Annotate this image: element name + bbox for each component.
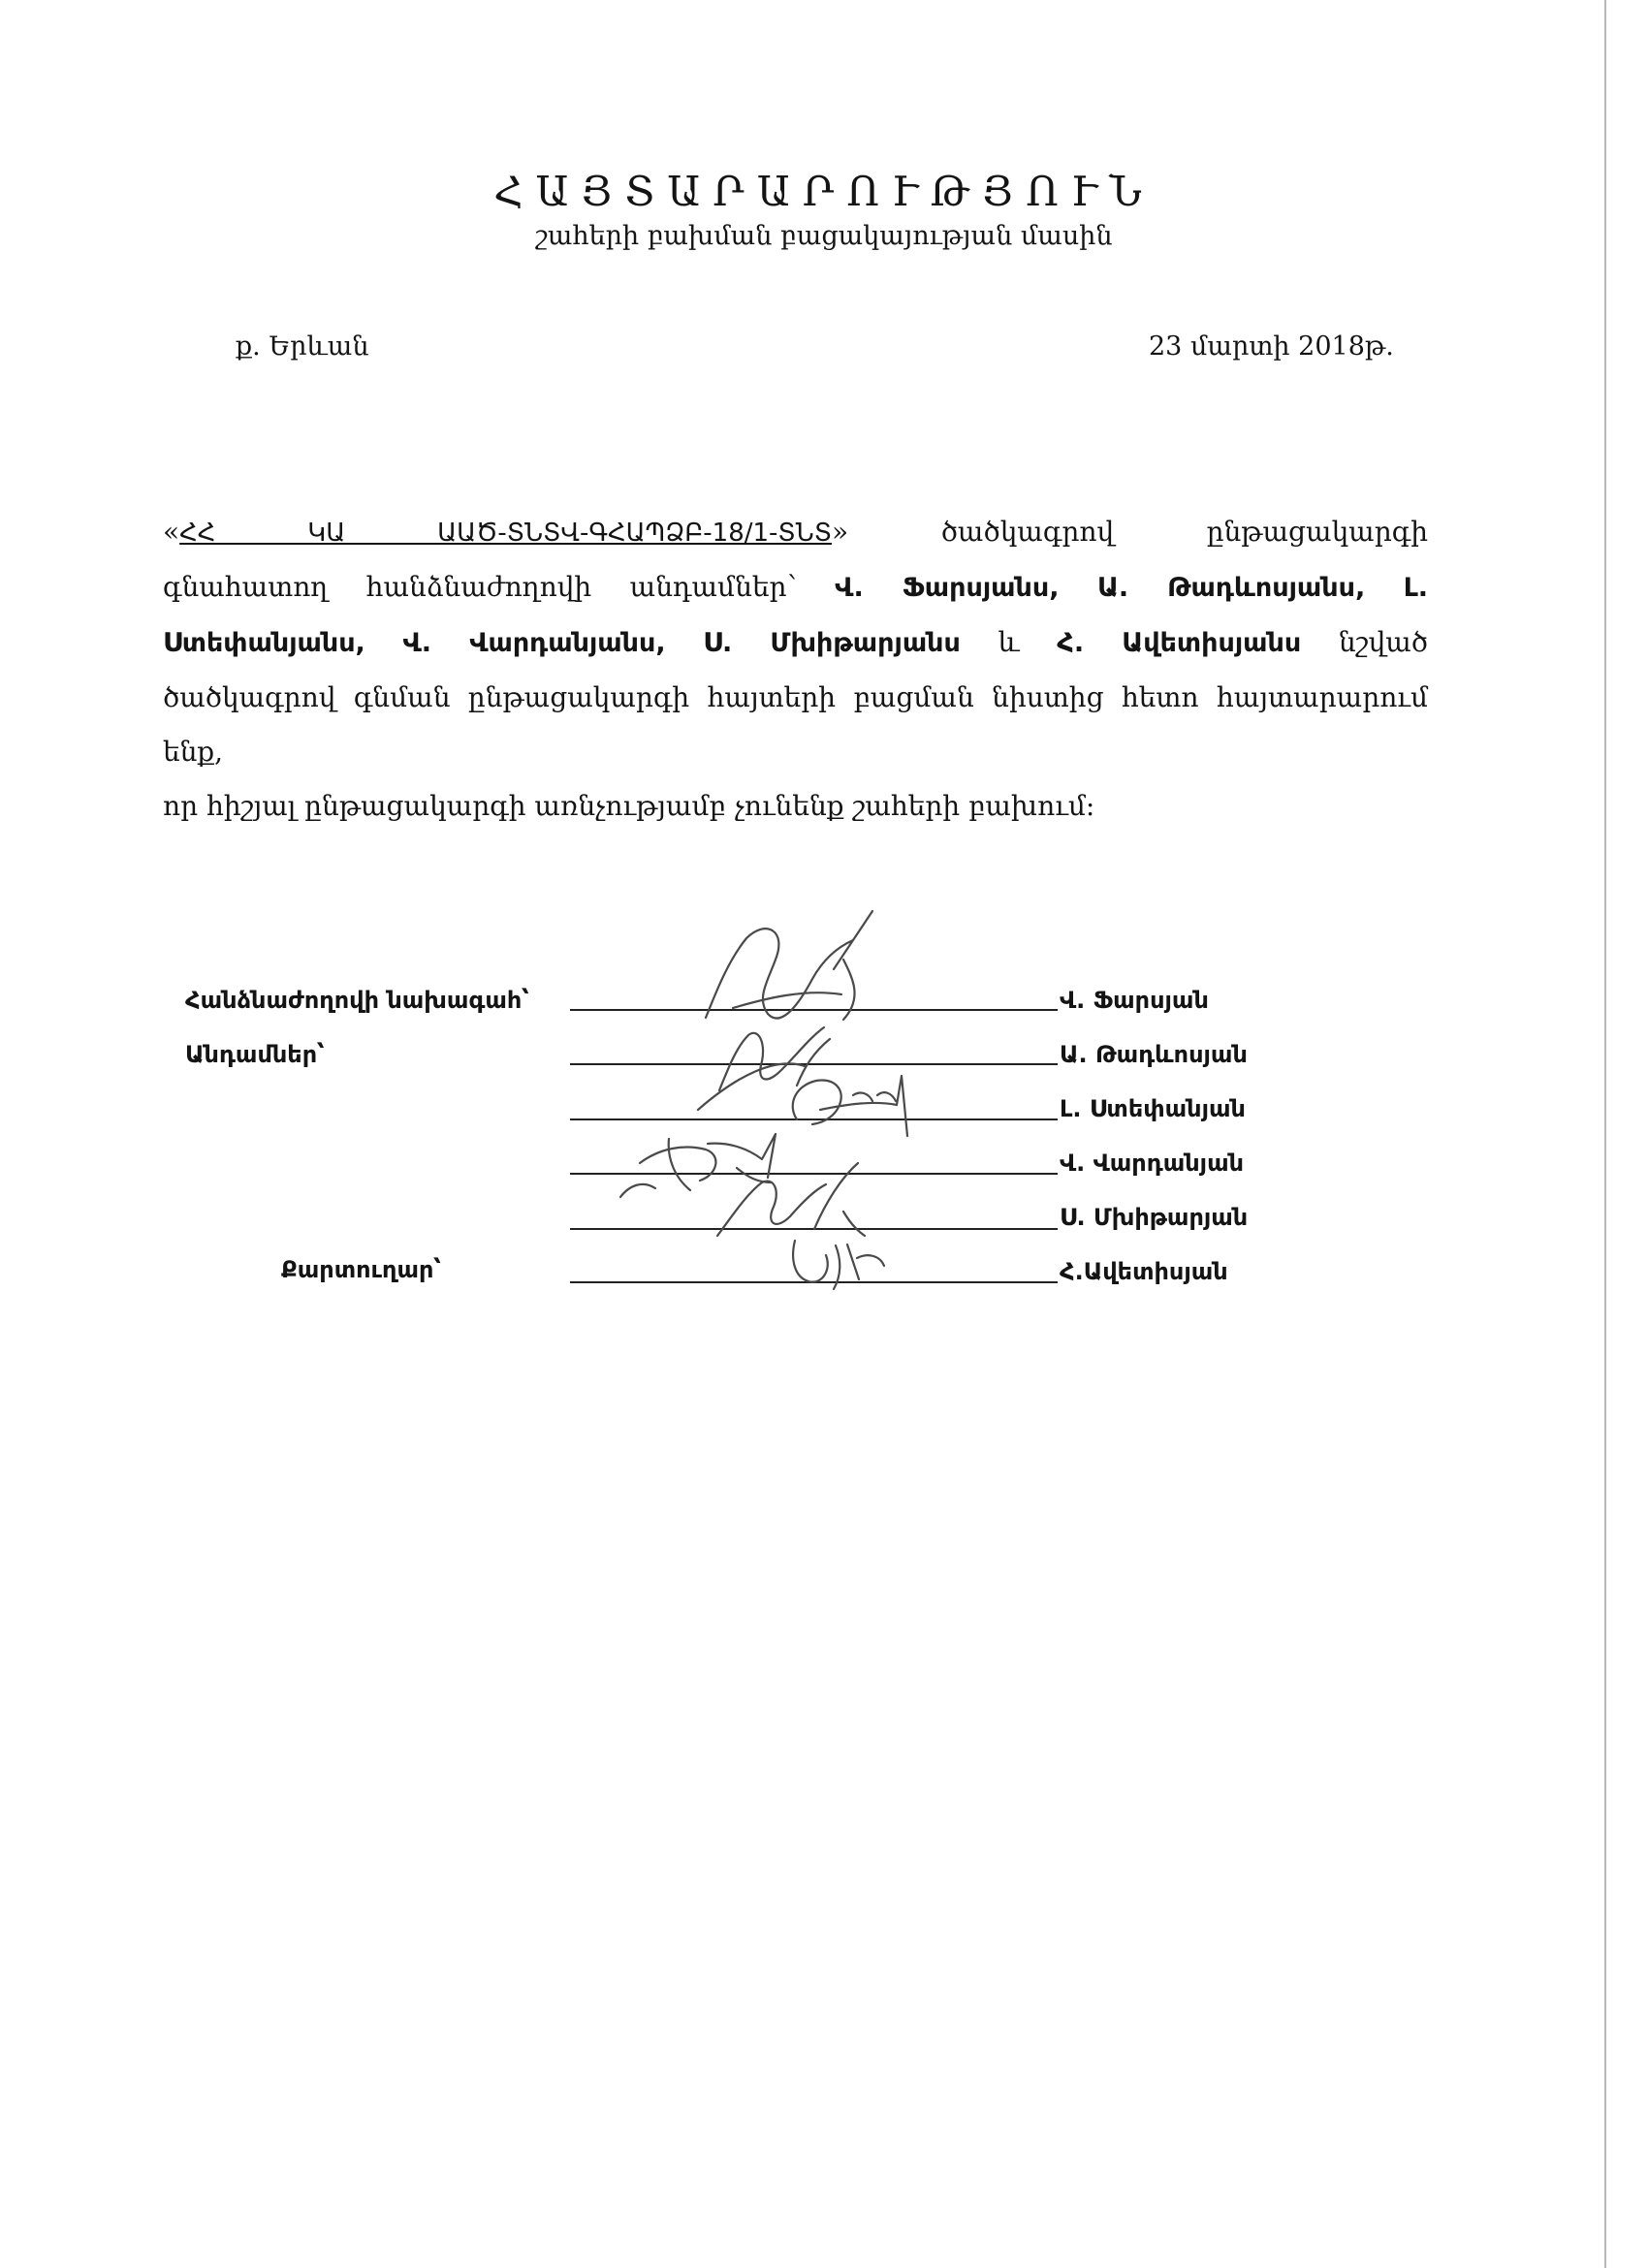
- body-line-1-rest: ծածկագրով ընթացակարգի: [940, 516, 1428, 548]
- member-name-6: Հ. Ավետիսյանս: [1057, 628, 1302, 658]
- member-name-4: Վ. Վարդանյանս,: [402, 628, 666, 658]
- chair-label: Հանձնաժողովի նախագահ՝: [185, 987, 529, 1014]
- signatory-name: Ս. Մխիթարյան: [1060, 1204, 1249, 1231]
- member-name-2: Ա. Թադևոսյանս,: [1096, 573, 1366, 603]
- members-label: Անդամներ՝: [185, 1041, 325, 1068]
- quote-close: »: [832, 516, 849, 548]
- conjunction: և: [998, 626, 1020, 658]
- procurement-code: ՀՀ ԿԱ ԱԱԾ-ՏՆՏՎ-ԳՀԱՊՁԲ-18/1-ՏՆՏ: [179, 519, 833, 548]
- member-name-3-initial: Լ.: [1403, 573, 1428, 603]
- place: ք. Երևան: [236, 331, 369, 362]
- signature-5: [717, 1163, 865, 1236]
- signatory-name: Վ. Վարդանյան: [1060, 1150, 1245, 1177]
- signatory-name: Վ. Ֆարսյան: [1060, 987, 1209, 1014]
- body-line-4: ծածկագրով գնման ընթացակարգի հայտերի բացման նիստից հետո հայտարարում ենք,: [163, 681, 1428, 768]
- signatory-name: Հ.Ավետիսյան: [1060, 1258, 1228, 1285]
- date: 23 մարտի 2018թ.: [1149, 331, 1394, 362]
- signature-3: [793, 1076, 907, 1136]
- quote-open: «: [163, 516, 180, 548]
- member-name-1: Վ. Ֆարսյանս,: [835, 573, 1060, 603]
- members-intro: գնահատող հանձնաժողովի անդամներ՝: [163, 571, 797, 603]
- member-name-5: Ս. Մխիթարյանս: [703, 628, 961, 658]
- member-name-3: Ստեփանյանս,: [163, 628, 365, 658]
- body-line-3-end: նշված: [1338, 626, 1428, 658]
- signature-1: [706, 911, 872, 1020]
- document-title: ՀԱՅՏԱՐԱՐՈՒԹՅՈՒՆ: [493, 168, 1155, 215]
- signatory-name: Ա. Թադևոսյան: [1060, 1041, 1248, 1068]
- secretary-label: Քարտուղար՝: [281, 1256, 441, 1283]
- signature-4: [620, 1134, 776, 1197]
- signature-6: [793, 1241, 884, 1289]
- document-subtitle: շահերի բախման բացակայության մասին: [535, 221, 1113, 251]
- signature-2: [698, 1027, 830, 1110]
- body-line-5: որ հիշյալ ընթացակարգի առնչությամբ չունենք շահերի բախում:: [163, 790, 1095, 822]
- signatory-name: Լ. Ստեփանյան: [1060, 1095, 1246, 1122]
